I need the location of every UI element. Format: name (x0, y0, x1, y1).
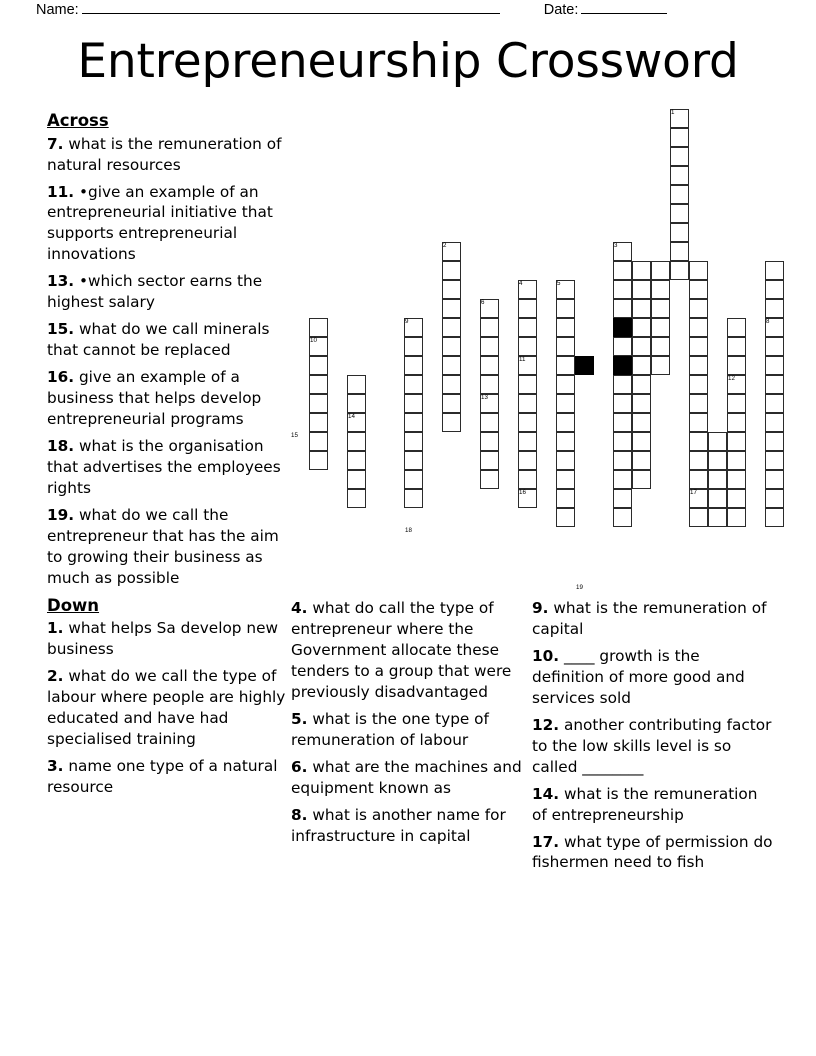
grid-clue-number: 18 (405, 527, 412, 534)
grid-cell[interactable] (765, 470, 784, 489)
clue-number: 5. (291, 709, 308, 728)
clue-item (47, 666, 287, 750)
grid-clue-number: 10 (310, 337, 317, 344)
grid-clue-number: 16 (519, 489, 526, 496)
clue-item (47, 756, 287, 798)
clue-text: what helps Sa develop new business (47, 619, 278, 659)
down-clue-list-2 (291, 598, 523, 846)
grid-clue-number: 4 (519, 280, 523, 287)
grid-cell[interactable] (480, 356, 499, 375)
grid-cell[interactable] (518, 337, 537, 356)
grid-cell[interactable] (765, 337, 784, 356)
grid-clue-number: 3 (614, 242, 618, 249)
clue-text: •give an example of an entrepreneurial initiative that supports entrepreneurial innovations (47, 182, 273, 264)
grid-cell[interactable] (404, 432, 423, 451)
grid-cell[interactable] (347, 413, 366, 432)
student-info-header (36, 2, 780, 26)
grid-cell[interactable] (708, 432, 727, 451)
grid-cell[interactable] (632, 318, 651, 337)
grid-cell[interactable] (765, 356, 784, 375)
grid-cell[interactable] (613, 375, 632, 394)
grid-cell[interactable] (689, 261, 708, 280)
grid-cell[interactable] (309, 318, 328, 337)
grid-clue-number: 9 (405, 318, 409, 325)
clue-text: what do call the type of entrepreneur where the Government allocate these tenders to a group that were previously disadvantaged (291, 599, 512, 701)
grid-cell[interactable] (613, 242, 632, 261)
grid-cell[interactable] (651, 299, 670, 318)
grid-cell[interactable] (442, 413, 461, 432)
grid-cell[interactable] (480, 337, 499, 356)
grid-cell[interactable] (727, 432, 746, 451)
clue-number: 10. (532, 646, 560, 665)
grid-cell[interactable] (404, 337, 423, 356)
clue-item (532, 784, 776, 826)
grid-cell[interactable] (613, 432, 632, 451)
grid-cell[interactable] (613, 470, 632, 489)
grid-clue-number: 17 (690, 489, 697, 496)
grid-cell[interactable] (708, 470, 727, 489)
clue-text: what is the organisation that advertises the employees rights (47, 436, 281, 497)
down-clue-list-3 (532, 598, 776, 873)
clue-item (47, 436, 287, 499)
grid-cell[interactable] (689, 337, 708, 356)
grid-cell[interactable] (727, 413, 746, 432)
grid-cell[interactable] (404, 356, 423, 375)
grid-cell[interactable] (613, 394, 632, 413)
grid-cell[interactable] (708, 508, 727, 527)
grid-cell[interactable] (727, 318, 746, 337)
grid-cell[interactable] (556, 470, 575, 489)
clue-number: 6. (291, 757, 308, 776)
clue-column-down-3 (532, 598, 776, 879)
grid-cell[interactable] (518, 413, 537, 432)
clue-number: 17. (532, 832, 560, 851)
grid-cell[interactable] (727, 337, 746, 356)
grid-cell[interactable] (518, 470, 537, 489)
grid-cell[interactable] (670, 147, 689, 166)
grid-cell[interactable] (632, 280, 651, 299)
down-heading: Down (47, 595, 100, 615)
grid-cell[interactable] (727, 375, 746, 394)
grid-cell[interactable] (670, 223, 689, 242)
grid-cell[interactable] (442, 337, 461, 356)
clue-text: what is the one type of remuneration of labour (291, 709, 489, 749)
clue-item (532, 832, 776, 874)
grid-cell[interactable] (480, 451, 499, 470)
clue-text: •which sector earns the highest salary (47, 272, 263, 312)
clue-item (291, 757, 523, 799)
grid-cell[interactable] (347, 432, 366, 451)
grid-cell[interactable] (689, 470, 708, 489)
grid-cell[interactable] (632, 451, 651, 470)
down-clue-list-1 (47, 618, 287, 798)
grid-cell[interactable] (518, 394, 537, 413)
grid-cell[interactable] (347, 394, 366, 413)
grid-cell[interactable] (765, 432, 784, 451)
grid-cell[interactable] (765, 489, 784, 508)
grid-cell[interactable] (347, 375, 366, 394)
grid-cell[interactable] (518, 432, 537, 451)
grid-cell[interactable] (670, 128, 689, 147)
grid-cell[interactable] (727, 489, 746, 508)
grid-cell[interactable] (480, 318, 499, 337)
grid-cell[interactable] (518, 489, 537, 508)
grid-cell[interactable] (727, 508, 746, 527)
grid-cell[interactable] (613, 261, 632, 280)
grid-cell[interactable] (556, 394, 575, 413)
clue-number: 1. (47, 619, 64, 638)
grid-cell[interactable] (480, 470, 499, 489)
grid-cell[interactable] (670, 109, 689, 128)
grid-cell[interactable] (404, 413, 423, 432)
grid-cell[interactable] (309, 375, 328, 394)
grid-cell[interactable] (670, 261, 689, 280)
clue-item (47, 134, 287, 176)
grid-cell[interactable] (632, 375, 651, 394)
grid-cell[interactable] (556, 375, 575, 394)
grid-cell[interactable] (347, 451, 366, 470)
clue-item (47, 182, 287, 266)
grid-cell[interactable] (347, 470, 366, 489)
clue-item (291, 805, 523, 847)
clue-text: what do we call minerals that cannot be replaced (47, 320, 270, 360)
grid-cell[interactable] (404, 394, 423, 413)
grid-cell[interactable] (670, 166, 689, 185)
grid-cell[interactable] (556, 508, 575, 527)
clue-column-down-2 (291, 598, 523, 852)
grid-cell[interactable] (518, 299, 537, 318)
grid-cell[interactable] (556, 299, 575, 318)
clue-text: what is another name for infrastructure in capital (291, 805, 506, 845)
clue-number: 13. (47, 272, 75, 291)
grid-cell[interactable] (765, 508, 784, 527)
grid-cell[interactable] (632, 394, 651, 413)
clue-item (47, 319, 287, 361)
grid-cell[interactable] (556, 318, 575, 337)
name-label: Name: (36, 2, 79, 18)
grid-cell[interactable] (708, 451, 727, 470)
grid-cell[interactable] (727, 394, 746, 413)
grid-cell[interactable] (518, 356, 537, 375)
grid-cell[interactable] (765, 261, 784, 280)
grid-cell[interactable] (404, 318, 423, 337)
grid-cell[interactable] (309, 413, 328, 432)
clue-number: 8. (291, 805, 308, 824)
grid-cell[interactable] (442, 242, 461, 261)
clue-item (532, 646, 776, 709)
clue-text: name one type of a natural resource (47, 756, 278, 796)
grid-cell[interactable] (518, 451, 537, 470)
grid-cell[interactable] (689, 356, 708, 375)
grid-cell[interactable] (556, 356, 575, 375)
grid-cell[interactable] (670, 204, 689, 223)
grid-cell[interactable] (689, 394, 708, 413)
grid-cell[interactable] (442, 375, 461, 394)
clue-text: what is the remuneration of natural resources (47, 134, 282, 174)
grid-clue-number: 15 (291, 432, 298, 439)
clue-item (291, 709, 523, 751)
grid-cell[interactable] (708, 489, 727, 508)
grid-cell[interactable] (309, 394, 328, 413)
clue-number: 15. (47, 320, 75, 339)
grid-cell[interactable] (480, 432, 499, 451)
clue-text: what are the machines and equipment known as (291, 757, 522, 797)
grid-cell[interactable] (613, 299, 632, 318)
grid-cell[interactable] (689, 318, 708, 337)
grid-cell[interactable] (651, 356, 670, 375)
grid-cell[interactable] (613, 489, 632, 508)
grid-cell[interactable] (556, 432, 575, 451)
grid-cell[interactable] (518, 375, 537, 394)
grid-cell[interactable] (727, 470, 746, 489)
grid-cell[interactable] (613, 337, 632, 356)
grid-cell[interactable] (556, 337, 575, 356)
grid-cell[interactable] (480, 375, 499, 394)
grid-cell[interactable] (613, 280, 632, 299)
grid-cell[interactable] (689, 375, 708, 394)
grid-cell[interactable] (689, 489, 708, 508)
clue-text: another contributing factor to the low skills level is so called ________ (532, 715, 772, 776)
grid-cell[interactable] (404, 375, 423, 394)
grid-cell[interactable] (442, 394, 461, 413)
clue-number: 11. (47, 182, 75, 201)
grid-clue-number: 14 (348, 413, 355, 420)
grid-cell-blocked (613, 318, 632, 337)
grid-cell[interactable] (442, 261, 461, 280)
across-heading: Across (47, 111, 109, 130)
grid-cell[interactable] (651, 337, 670, 356)
grid-cell[interactable] (651, 261, 670, 280)
grid-clue-number: 6 (481, 299, 485, 306)
grid-cell[interactable] (632, 337, 651, 356)
grid-cell[interactable] (309, 432, 328, 451)
grid-cell[interactable] (556, 413, 575, 432)
grid-cell[interactable] (632, 299, 651, 318)
grid-cell[interactable] (480, 413, 499, 432)
grid-cell[interactable] (632, 413, 651, 432)
grid-cell[interactable] (442, 356, 461, 375)
grid-cell[interactable] (689, 413, 708, 432)
grid-clue-number: 1 (671, 109, 675, 116)
grid-cell[interactable] (765, 299, 784, 318)
clue-item (47, 367, 287, 430)
clue-text: give an example of a business that helps develop entrepreneurial programs (47, 368, 262, 429)
grid-cell[interactable] (689, 451, 708, 470)
grid-clue-number: 11 (519, 356, 526, 363)
clue-text: what do we call the type of labour where people are highly educated and have had specialised training (47, 667, 286, 749)
clue-number: 2. (47, 667, 64, 686)
grid-clue-number: 12 (728, 375, 735, 382)
grid-cell[interactable] (689, 280, 708, 299)
grid-cell[interactable] (556, 451, 575, 470)
grid-clue-number: 8 (766, 318, 770, 325)
across-clue-list (47, 134, 287, 589)
grid-cell[interactable] (689, 299, 708, 318)
grid-cell[interactable] (309, 337, 328, 356)
clue-number: 19. (47, 505, 75, 524)
grid-cell[interactable] (613, 413, 632, 432)
grid-cell[interactable] (518, 318, 537, 337)
grid-cell-blocked (575, 356, 594, 375)
grid-cell[interactable] (765, 413, 784, 432)
clue-text: what is the remuneration of capital (532, 599, 767, 638)
date-blank-line (581, 3, 667, 14)
grid-cell[interactable] (480, 394, 499, 413)
grid-cell[interactable] (556, 489, 575, 508)
grid-cell[interactable] (727, 356, 746, 375)
clue-item (47, 618, 287, 660)
grid-cell[interactable] (404, 451, 423, 470)
grid-cell[interactable] (765, 451, 784, 470)
page-title: Entrepreneurship Crossword (77, 34, 739, 89)
grid-cell[interactable] (632, 356, 651, 375)
grid-clue-number: 5 (557, 280, 561, 287)
grid-cell[interactable] (347, 489, 366, 508)
grid-cell[interactable] (309, 451, 328, 470)
clue-text: what do we call the entrepreneur that has the aim to growing their business as much as possible (47, 505, 279, 587)
clue-number: 9. (532, 599, 549, 617)
grid-cell[interactable] (765, 394, 784, 413)
grid-cell[interactable] (670, 242, 689, 261)
grid-cell[interactable] (404, 489, 423, 508)
grid-cell[interactable] (442, 299, 461, 318)
clue-text: what type of permission do fishermen need to fish (532, 832, 773, 872)
date-label: Date: (543, 2, 579, 18)
grid-cell[interactable] (518, 280, 537, 299)
grid-cell[interactable] (727, 451, 746, 470)
clue-number: 7. (47, 134, 64, 153)
grid-cell[interactable] (632, 261, 651, 280)
clue-item (532, 598, 776, 640)
clue-text: ____ growth is the definition of more good and services sold (532, 646, 745, 707)
grid-cell[interactable] (404, 470, 423, 489)
name-blank-line (82, 3, 500, 14)
grid-cell[interactable] (765, 318, 784, 337)
grid-cell[interactable] (442, 318, 461, 337)
grid-cell[interactable] (613, 451, 632, 470)
grid-cell[interactable] (613, 508, 632, 527)
grid-clue-number: 7 (614, 318, 618, 325)
grid-clue-number: 2 (443, 242, 447, 249)
grid-cell[interactable] (651, 318, 670, 337)
grid-cell[interactable] (651, 280, 670, 299)
grid-cell[interactable] (765, 280, 784, 299)
clue-number: 3. (47, 756, 64, 775)
grid-cell[interactable] (632, 470, 651, 489)
grid-clue-number: 19 (576, 584, 583, 591)
grid-cell[interactable] (480, 299, 499, 318)
clue-number: 4. (291, 599, 308, 617)
crossword-grid[interactable] (290, 109, 770, 591)
clue-number: 12. (532, 715, 560, 734)
clue-item (47, 505, 287, 589)
grid-cell[interactable] (670, 185, 689, 204)
grid-clue-number: 13 (481, 394, 488, 401)
grid-cell[interactable] (632, 432, 651, 451)
clue-column-across (47, 110, 287, 804)
clue-item (47, 271, 287, 313)
clue-text: what is the remuneration of entrepreneurship (532, 784, 758, 824)
grid-cell-blocked (613, 356, 632, 375)
clue-number: 16. (47, 368, 75, 387)
clue-item (291, 598, 523, 703)
grid-cell[interactable] (765, 375, 784, 394)
clue-item (532, 715, 776, 778)
clue-number: 14. (532, 784, 560, 803)
grid-cell[interactable] (689, 508, 708, 527)
grid-cell[interactable] (442, 280, 461, 299)
grid-cell[interactable] (309, 356, 328, 375)
grid-cell[interactable] (556, 280, 575, 299)
grid-cell[interactable] (689, 432, 708, 451)
clue-number: 18. (47, 436, 75, 455)
